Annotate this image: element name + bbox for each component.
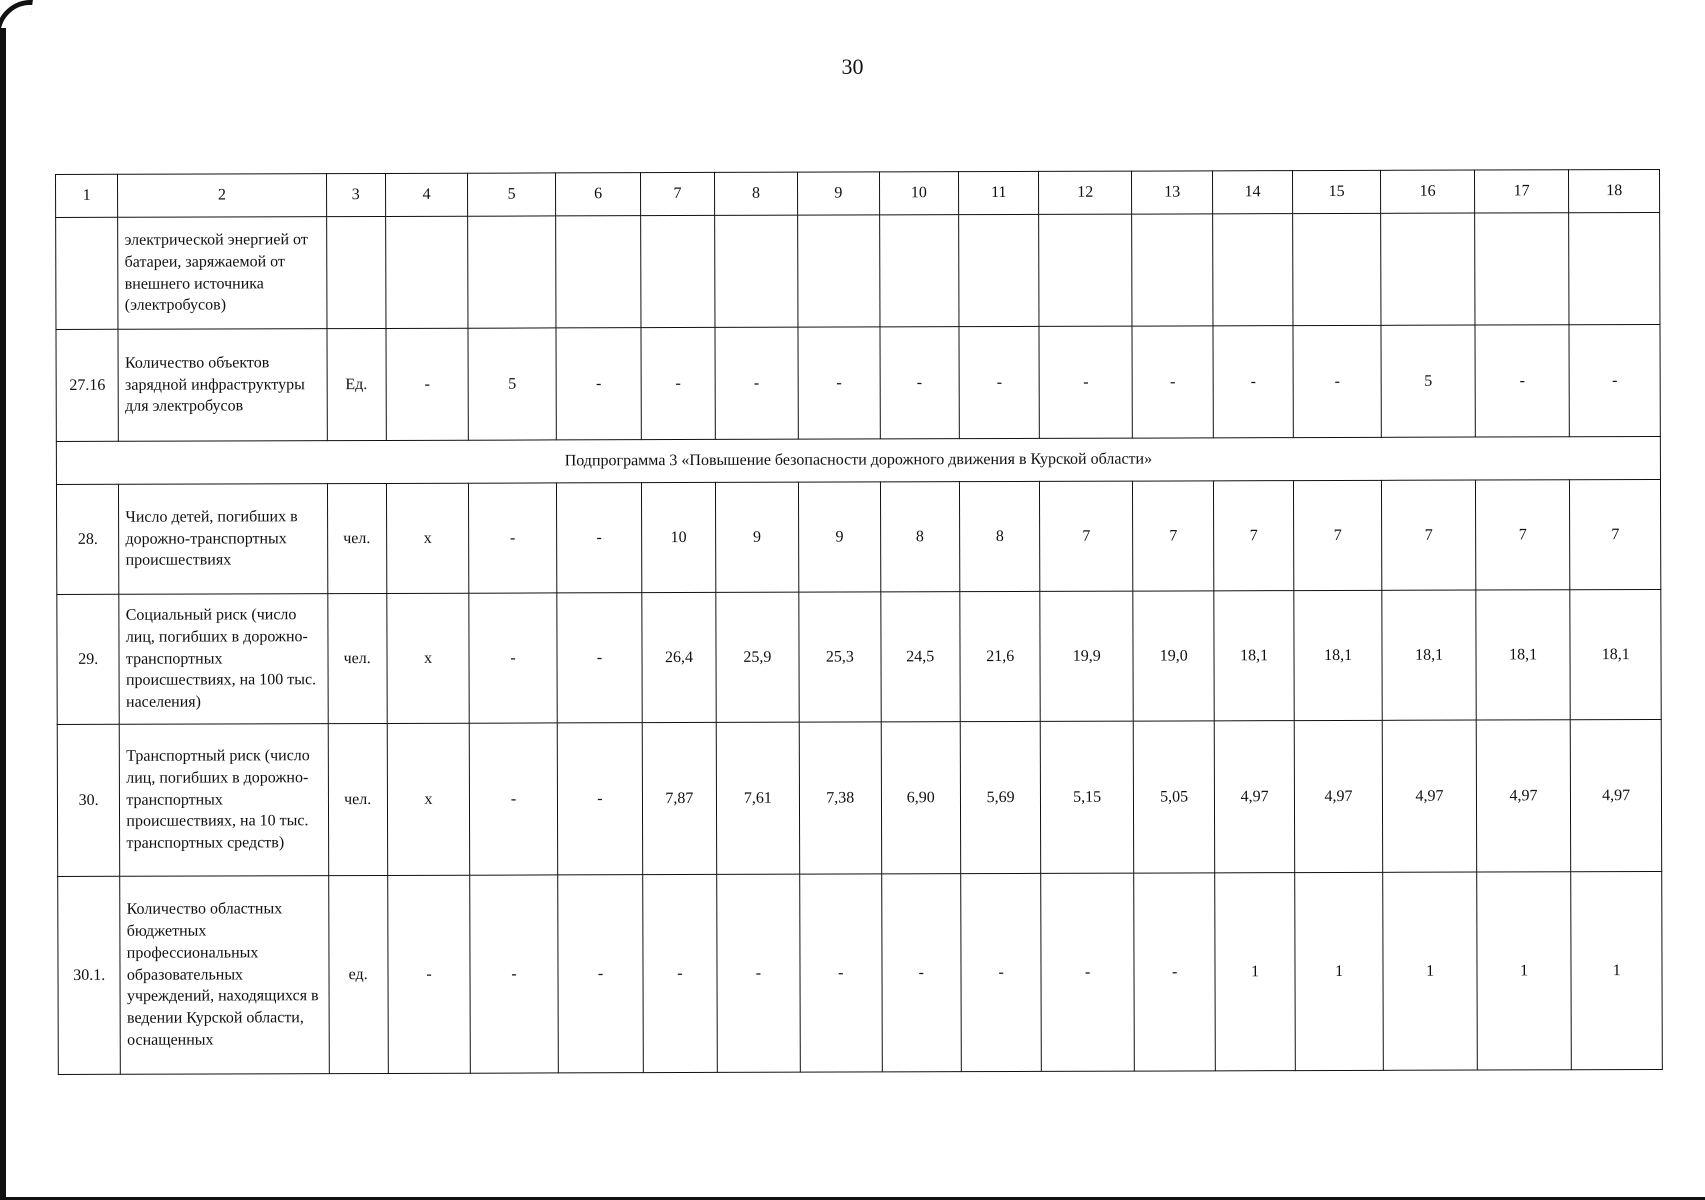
indicator-value: 5 xyxy=(468,328,556,440)
indicator-name: Число детей, погибших в дорожно-транспортных происшествиях xyxy=(119,484,328,595)
indicator-value xyxy=(714,215,798,327)
indicator-value: - xyxy=(1475,325,1570,437)
indicator-value: 7,61 xyxy=(716,722,800,874)
indicator-name: Количество областных бюджетных профессиональных образовательных учреждений, находящихся в ведении Курской области, оснащенных xyxy=(120,876,329,1075)
indicator-value: 7 xyxy=(1132,481,1214,591)
indicator-value: 25,3 xyxy=(799,592,881,722)
indicator-number: 30.1. xyxy=(58,876,121,1074)
indicator-value xyxy=(468,216,556,328)
indicator-number: 28. xyxy=(56,484,119,594)
indicator-value: 7 xyxy=(1040,481,1133,591)
indicator-value: - xyxy=(557,593,643,723)
indicator-value xyxy=(1213,214,1293,326)
column-number-cell: 18 xyxy=(1569,169,1660,212)
scan-left-edge xyxy=(0,28,6,1200)
indicator-value: - xyxy=(557,875,643,1073)
indicator-value: 8 xyxy=(959,481,1040,591)
table-body xyxy=(56,169,1663,1074)
indicator-value: 26,4 xyxy=(642,592,716,722)
indicator-value: 7 xyxy=(1214,481,1294,591)
subprogram-heading-row xyxy=(56,436,1660,484)
column-number-cell: 7 xyxy=(641,172,715,215)
indicator-number: 29. xyxy=(57,594,120,724)
indicator-value: - xyxy=(556,483,642,593)
indicator-value: - xyxy=(800,874,882,1072)
indicator-unit: чел. xyxy=(328,723,388,875)
column-number-header-row xyxy=(56,169,1660,217)
indicator-value: - xyxy=(556,328,642,440)
indicator-value: 4,97 xyxy=(1215,721,1295,873)
indicator-value: 19,0 xyxy=(1133,591,1215,721)
indicator-value: - xyxy=(470,723,558,875)
indicator-row xyxy=(56,324,1660,441)
column-number-cell: 2 xyxy=(118,174,326,218)
column-number-cell: 17 xyxy=(1474,170,1569,213)
indicator-value: 10 xyxy=(642,482,716,592)
column-number-cell: 11 xyxy=(958,171,1039,214)
indicator-value: 25,9 xyxy=(715,592,799,722)
indicator-unit: чел. xyxy=(327,483,387,593)
indicator-value: - xyxy=(1041,873,1134,1071)
indicator-value xyxy=(555,216,641,328)
indicator-value xyxy=(1132,214,1214,326)
column-number-cell: 6 xyxy=(555,173,641,216)
indicator-value: 7,87 xyxy=(642,722,716,874)
indicator-value xyxy=(1381,213,1475,325)
column-number-cell: 3 xyxy=(326,173,385,216)
indicator-value: 4,97 xyxy=(1383,720,1477,872)
indicator-value: 7 xyxy=(1382,480,1476,590)
column-number-cell: 5 xyxy=(468,173,556,216)
column-number-cell: 8 xyxy=(714,172,798,215)
indicator-value: 4,97 xyxy=(1476,720,1571,872)
indicator-value: - xyxy=(1134,873,1216,1071)
indicator-value xyxy=(1569,212,1660,324)
indicator-value: 5,15 xyxy=(1041,721,1134,873)
indicator-value: - xyxy=(386,328,469,440)
indicator-value: - xyxy=(641,327,715,439)
indicator-row xyxy=(56,479,1660,594)
indicator-number xyxy=(56,217,119,329)
indicator-value: - xyxy=(1293,325,1382,437)
indicator-value: - xyxy=(557,723,643,875)
indicator-value: 7 xyxy=(1293,480,1382,590)
indicator-value: 1 xyxy=(1477,872,1572,1070)
indicator-value xyxy=(959,214,1040,326)
indicator-number: 30. xyxy=(57,724,120,876)
indicator-unit: Ед. xyxy=(326,328,386,440)
indicator-unit xyxy=(326,216,386,328)
indicator-row xyxy=(57,589,1661,724)
indicator-value xyxy=(1292,213,1381,325)
indicator-name: Транспортный риск (число лиц, погибших в дорожно-транспортных происшествиях, на 10 тыс. транспортных средств) xyxy=(120,724,329,877)
indicator-row xyxy=(57,719,1661,876)
indicator-value: х xyxy=(386,483,469,593)
indicator-value: - xyxy=(469,483,557,593)
indicator-value: 19,9 xyxy=(1040,591,1133,721)
indicator-value: 5,05 xyxy=(1133,721,1215,873)
indicator-value: 1 xyxy=(1215,873,1295,1071)
indicator-number: 27.16 xyxy=(56,329,119,441)
indicator-value: 18,1 xyxy=(1294,590,1383,720)
column-number-cell: 9 xyxy=(798,172,880,215)
indicator-value: 1 xyxy=(1383,872,1477,1070)
indicator-value xyxy=(798,215,880,327)
indicator-value: 7 xyxy=(1570,479,1661,589)
indicator-value: 9 xyxy=(715,482,799,592)
indicator-value: 5,69 xyxy=(960,721,1041,873)
column-number-cell: 4 xyxy=(385,173,468,216)
indicator-value: - xyxy=(643,874,717,1072)
indicator-row xyxy=(58,871,1663,1074)
indicator-value: 18,1 xyxy=(1382,590,1476,720)
indicators-table-wrapper xyxy=(55,169,1663,1075)
column-number-cell: 15 xyxy=(1292,170,1381,213)
indicator-value: 24,5 xyxy=(880,592,960,722)
column-number-cell: 16 xyxy=(1381,170,1475,213)
indicator-value: 8 xyxy=(880,482,960,592)
page-number: 30 xyxy=(841,54,864,79)
indicator-value xyxy=(879,215,959,327)
indicator-value: - xyxy=(1213,326,1293,438)
indicator-value: - xyxy=(1569,324,1660,436)
indicator-unit: ед. xyxy=(328,875,388,1073)
indicator-value: х xyxy=(387,593,470,723)
indicator-value: - xyxy=(880,327,960,439)
scan-corner-edge xyxy=(0,0,33,45)
indicator-name: Количество объектов зарядной инфраструктуры для электробусов xyxy=(118,329,327,442)
indicator-value: - xyxy=(716,874,800,1072)
indicator-value: 4,97 xyxy=(1294,720,1383,872)
indicator-value: х xyxy=(387,723,470,875)
indicator-value: 6,90 xyxy=(881,722,961,874)
indicator-value: 1 xyxy=(1571,871,1662,1069)
subprogram-heading: Подпрограмма 3 «Повышение безопасности дорожного движения в Курской области» xyxy=(56,436,1660,484)
indicator-unit: чел. xyxy=(327,593,387,723)
indicator-name: электрической энергией от батареи, заряжаемой от внешнего источника (электробусов) xyxy=(118,217,327,330)
indicator-value: - xyxy=(1039,326,1132,438)
column-number-cell: 10 xyxy=(879,172,959,215)
indicator-row xyxy=(56,212,1660,329)
indicator-value: 7,38 xyxy=(799,722,881,874)
column-number-cell: 1 xyxy=(56,174,118,217)
indicator-value: - xyxy=(1132,326,1214,438)
column-number-cell: 14 xyxy=(1213,171,1293,214)
indicator-value: - xyxy=(881,874,961,1072)
indicator-value: - xyxy=(470,875,558,1073)
indicator-value: - xyxy=(469,593,557,723)
indicator-value: - xyxy=(959,326,1040,438)
indicator-value: 18,1 xyxy=(1570,589,1661,719)
indicator-value xyxy=(641,215,715,327)
indicator-value: - xyxy=(715,327,799,439)
indicator-value: 5 xyxy=(1381,325,1475,437)
indicator-value: - xyxy=(798,327,880,439)
indicator-value: 9 xyxy=(799,482,881,592)
indicator-name: Социальный риск (число лиц, погибших в дорожно-транспортных происшествиях, на 100 тыс. населения) xyxy=(119,594,328,725)
column-number-cell: 12 xyxy=(1039,171,1132,214)
indicator-value: - xyxy=(961,873,1042,1071)
indicator-value xyxy=(1474,213,1569,325)
indicators-table xyxy=(55,169,1663,1075)
indicator-value: 18,1 xyxy=(1214,591,1294,721)
indicator-value: 21,6 xyxy=(960,591,1041,721)
indicator-value: 7 xyxy=(1475,480,1570,590)
indicator-value: 18,1 xyxy=(1476,590,1571,720)
indicator-value: - xyxy=(388,875,471,1073)
indicator-value xyxy=(385,216,468,328)
indicator-value: 1 xyxy=(1295,872,1384,1070)
indicator-value: 4,97 xyxy=(1571,719,1662,871)
indicator-value xyxy=(1039,214,1132,326)
column-number-cell: 13 xyxy=(1131,171,1213,214)
